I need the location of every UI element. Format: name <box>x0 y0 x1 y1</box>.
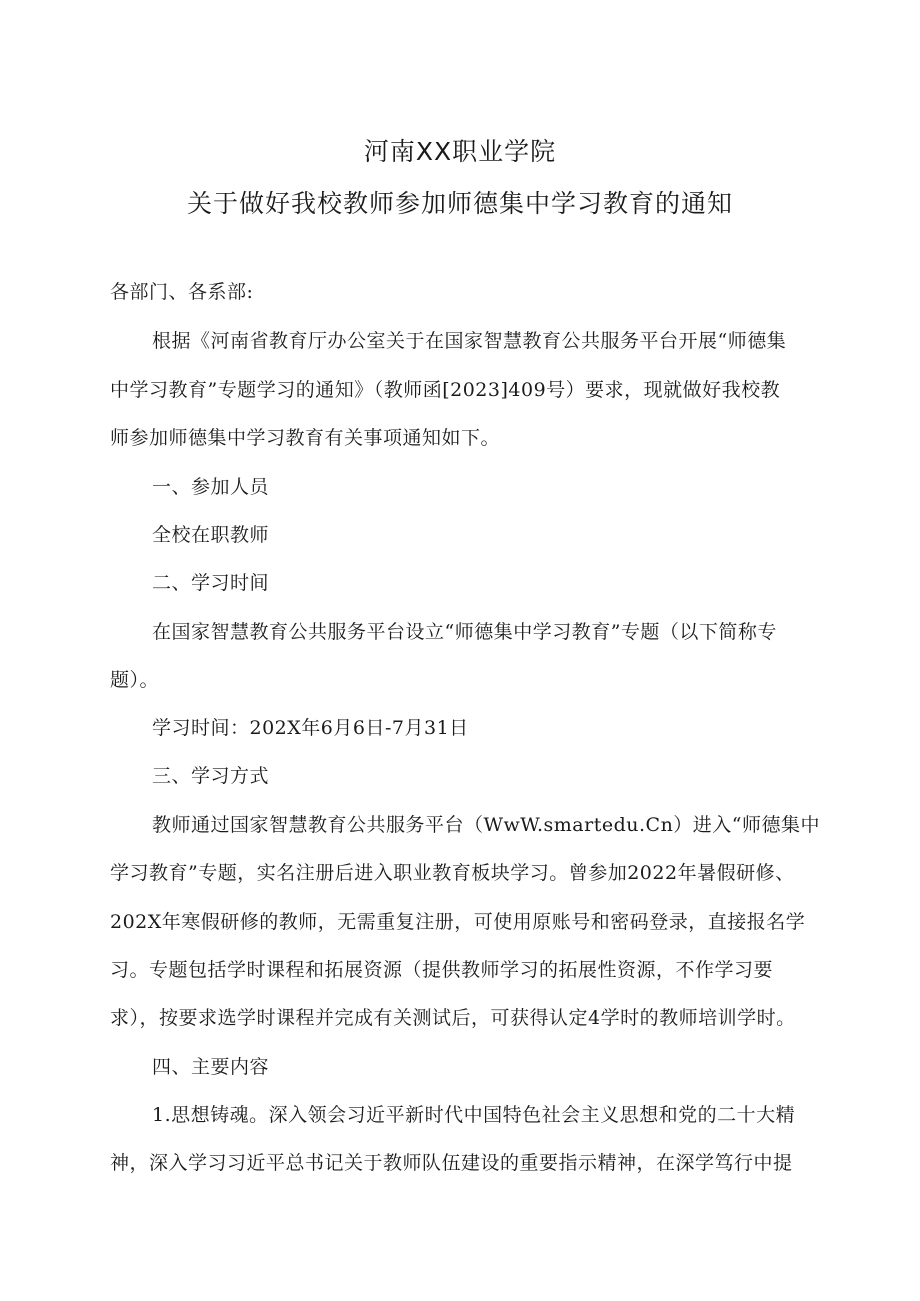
section-text-time: 在国家智慧教育公共服务平台设立“师德集中学习教育”专题（以下简称专 <box>152 621 777 643</box>
section-text-content: 神，深入学习习近平总书记关于教师队伍建设的重要指示精神，在深学笃行中提 <box>110 1152 793 1174</box>
section-heading-time: 二、学习时间 <box>152 572 270 594</box>
section-heading-participants: 一、参加人员 <box>152 476 270 498</box>
salutation: 各部门、各系部: <box>110 281 254 303</box>
section-text-method: 学习教育”专题，实名注册后进入职业教育板块学习。曾参加2022年暑假研修、 <box>110 862 795 884</box>
section-heading-content: 四、主要内容 <box>152 1056 270 1078</box>
section-text-method: 习。专题包括学时课程和拓展资源（提供教师学习的拓展性资源，不作学习要 <box>110 959 774 981</box>
intro-line: 师参加师德集中学习教育有关事项通知如下。 <box>110 427 501 449</box>
section-text-method: 求），按要求选学时课程并完成有关测试后，可获得认定4学时的教师培训学时。 <box>110 1007 796 1029</box>
intro-line: 根据《河南省教育厅办公室关于在国家智慧教育公共服务平台开展“师德集 <box>152 330 787 352</box>
section-text-participants: 全校在职教师 <box>152 524 270 546</box>
section-text-time: 题）。 <box>110 669 160 691</box>
section-text-method: 202X年寒假研修的教师，无需重复注册，可使用原账号和密码登录，直接报名学 <box>110 911 806 933</box>
intro-line: 中学习教育”专题学习的通知》（教师函[2023]409号）要求，现就做好我校教 <box>110 379 781 401</box>
section-text-content: 1.思想铸魂。深入领会习近平新时代中国特色社会主义思想和党的二十大精 <box>152 1104 796 1126</box>
document-title-notice: 关于做好我校教师参加师德集中学习教育的通知 <box>186 189 733 218</box>
section-text-method: 教师通过国家智慧教育公共服务平台（WwW.smartedu.Cn）进入“师德集中 <box>152 814 821 836</box>
study-period: 学习时间：202X年6月6日-7月31日 <box>152 717 469 739</box>
document-title-school: 河南XX职业学院 <box>363 137 557 166</box>
section-heading-method: 三、学习方式 <box>152 765 270 787</box>
